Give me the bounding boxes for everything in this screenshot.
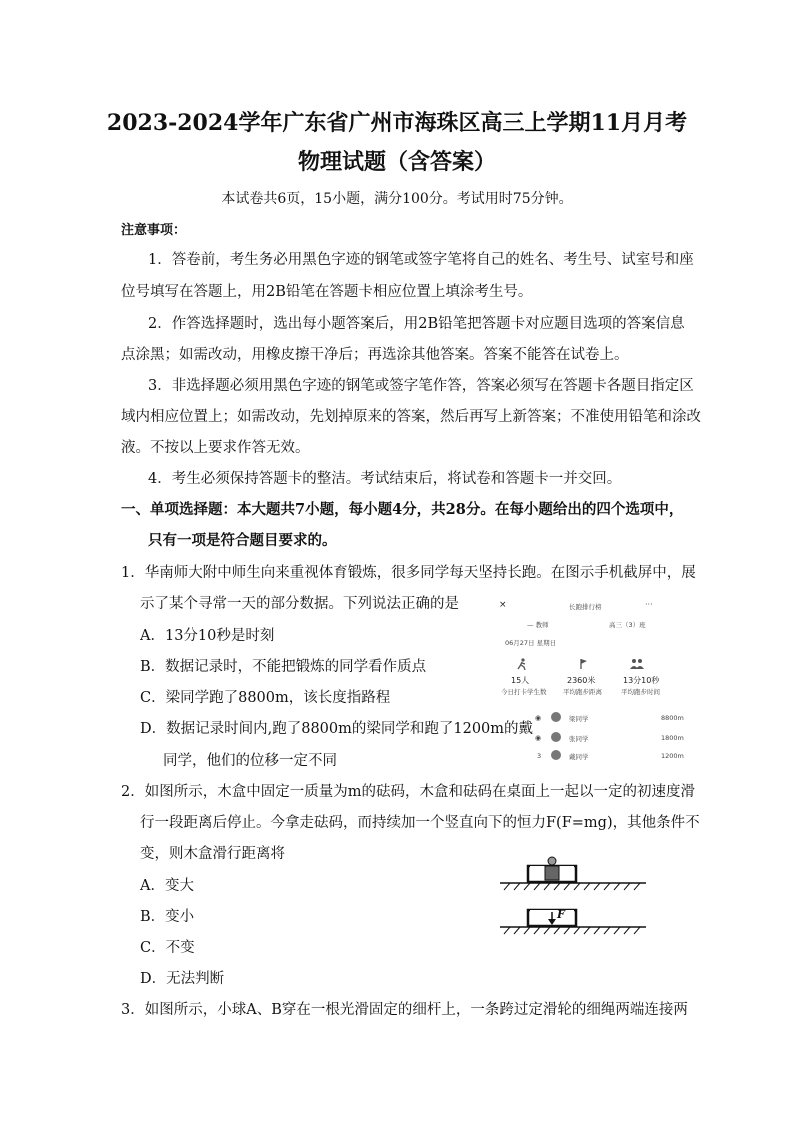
q2-stem-line1: 2．如图所示，木盒中固定一质量为m的砝码，木盒和砝码在桌面上一起以一定的初速度滑: [121, 784, 695, 800]
rank-row-2-name: 张同学: [569, 735, 589, 743]
q1-option-d-line1: D．数据记录时间内,跑了8800m的梁同学和跑了1200m的戴: [140, 721, 534, 737]
group-icon: [630, 658, 644, 670]
flag-icon: [579, 658, 589, 670]
phone-date: 06月27日 星期日: [505, 639, 557, 647]
box-with-weight: [500, 857, 646, 890]
rank-medal-icon: ◉: [535, 734, 542, 742]
q3-stem-line1: 3．如图所示，小球A、B穿在一根光滑固定的细杆上，一条跨过定滑轮的细绳两端连接两: [121, 1002, 688, 1018]
rank-medal-icon: ◉: [535, 714, 542, 722]
notes-heading: 注意事项：: [121, 223, 187, 238]
phone-header: 长跑排行榜: [569, 603, 602, 611]
document-title-line2: 物理试题（含答案）: [297, 149, 496, 175]
exam-info: 本试卷共6页，15小题，满分100分。考试用时75分钟。: [221, 191, 573, 207]
note-4: 4．考生必须保持答题卡的整洁。考试结束后，将试卷和答题卡一并交回。: [148, 471, 622, 487]
section-1-heading-line1: 一、单项选择题：本大题共7小题，每小题4分，共28分。在每小题给出的四个选项中，: [121, 501, 684, 518]
note-1-line1: 1．答卷前，考生务必用黑色字迹的钢笔或签字笔将自己的姓名、考生号、试室号和座: [148, 252, 694, 268]
note-1-line2: 位号填写在答题上，用2B铅笔在答题卡相应位置上填涂考生号。: [121, 284, 533, 300]
runner-icon: [516, 658, 528, 670]
rank-row-2-distance: 1800m: [661, 734, 684, 742]
note-2-line1: 2．作答选择题时，选出每小题答案后，用2B铅笔把答题卡对应题目选项的答案信息: [148, 316, 685, 332]
stat-students-label: 今日打卡学生数: [501, 688, 547, 696]
close-icon: ×: [499, 600, 507, 610]
rank-row-3-rank: 3: [537, 752, 542, 760]
note-3-line3: 液。不按以上要求作答无效。: [121, 440, 310, 456]
box-with-force: [500, 910, 646, 934]
stat-time-value: 13分10秒: [623, 676, 660, 685]
stat-distance-label: 平均跑步距离: [563, 688, 602, 696]
phone-tab-right: 高三（3）班: [609, 621, 646, 629]
q1-option-c: C．梁同学跑了8800m，该长度指路程: [140, 690, 391, 706]
avatar: [551, 712, 561, 722]
rank-row-3-distance: 1200m: [661, 752, 684, 760]
q2-stem-line3: 变，则木盒滑行距离将: [140, 846, 285, 862]
q1-option-b: B．数据记录时，不能把锻炼的同学看作质点: [140, 659, 427, 675]
rank-row-1-distance: 8800m: [661, 714, 684, 722]
note-2-line2: 点涂黑；如需改动，用橡皮擦干净后；再选涂其他答案。答案不能答在试卷上。: [121, 347, 629, 363]
phone-tab-left: — 教师: [527, 621, 549, 629]
stat-distance-value: 2360米: [567, 676, 596, 685]
more-icon: ···: [645, 600, 653, 609]
q2-option-d: D．无法判断: [140, 971, 225, 987]
q2-stem-line2: 行一段距离后停止。今拿走砝码，而持续加一个竖直向下的恒力F(F=mg)，其他条件不: [140, 815, 700, 831]
stat-time-label: 平均跑步时间: [621, 688, 660, 696]
note-3-line1: 3．非选择题必须用黑色字迹的钢笔或签字笔作答，答案必须写在答题卡各题目指定区: [148, 378, 694, 394]
note-3-line2: 域内相应位置上；如需改动，先划掉原来的答案，然后再写上新答案；不准使用铅笔和涂改: [121, 409, 701, 425]
q1-stem-line2: 示了某个寻常一天的部分数据。下列说法正确的是: [140, 596, 459, 612]
wooden-box-figure: [498, 852, 648, 942]
q1-option-d-line2: 同学，他们的位移一定不同: [163, 753, 337, 769]
avatar: [551, 732, 561, 742]
avatar: [551, 750, 561, 760]
stat-students-value: 15人: [511, 676, 530, 685]
q1-stem-line1: 1．华南师大附中师生向来重视体育锻炼，很多同学每天坚持长跑。在图示手机截屏中，展: [121, 565, 696, 581]
force-label: F: [557, 908, 565, 921]
q2-option-b: B．变小: [140, 909, 195, 925]
rank-row-1-name: 梁同学: [569, 715, 589, 723]
section-1-heading-line2: 只有一项是符合题目要求的。: [148, 532, 337, 549]
q2-option-c: C．不变: [140, 940, 195, 956]
rank-row-3-name: 戴同学: [569, 753, 589, 761]
phone-screenshot-figure: [497, 590, 687, 765]
document-title-line1: 2023-2024学年广东省广州市海珠区高三上学期11月月考: [106, 110, 688, 136]
q2-option-a: A．变大: [140, 878, 194, 894]
q1-option-a: A．13分10秒是时刻: [140, 628, 275, 644]
